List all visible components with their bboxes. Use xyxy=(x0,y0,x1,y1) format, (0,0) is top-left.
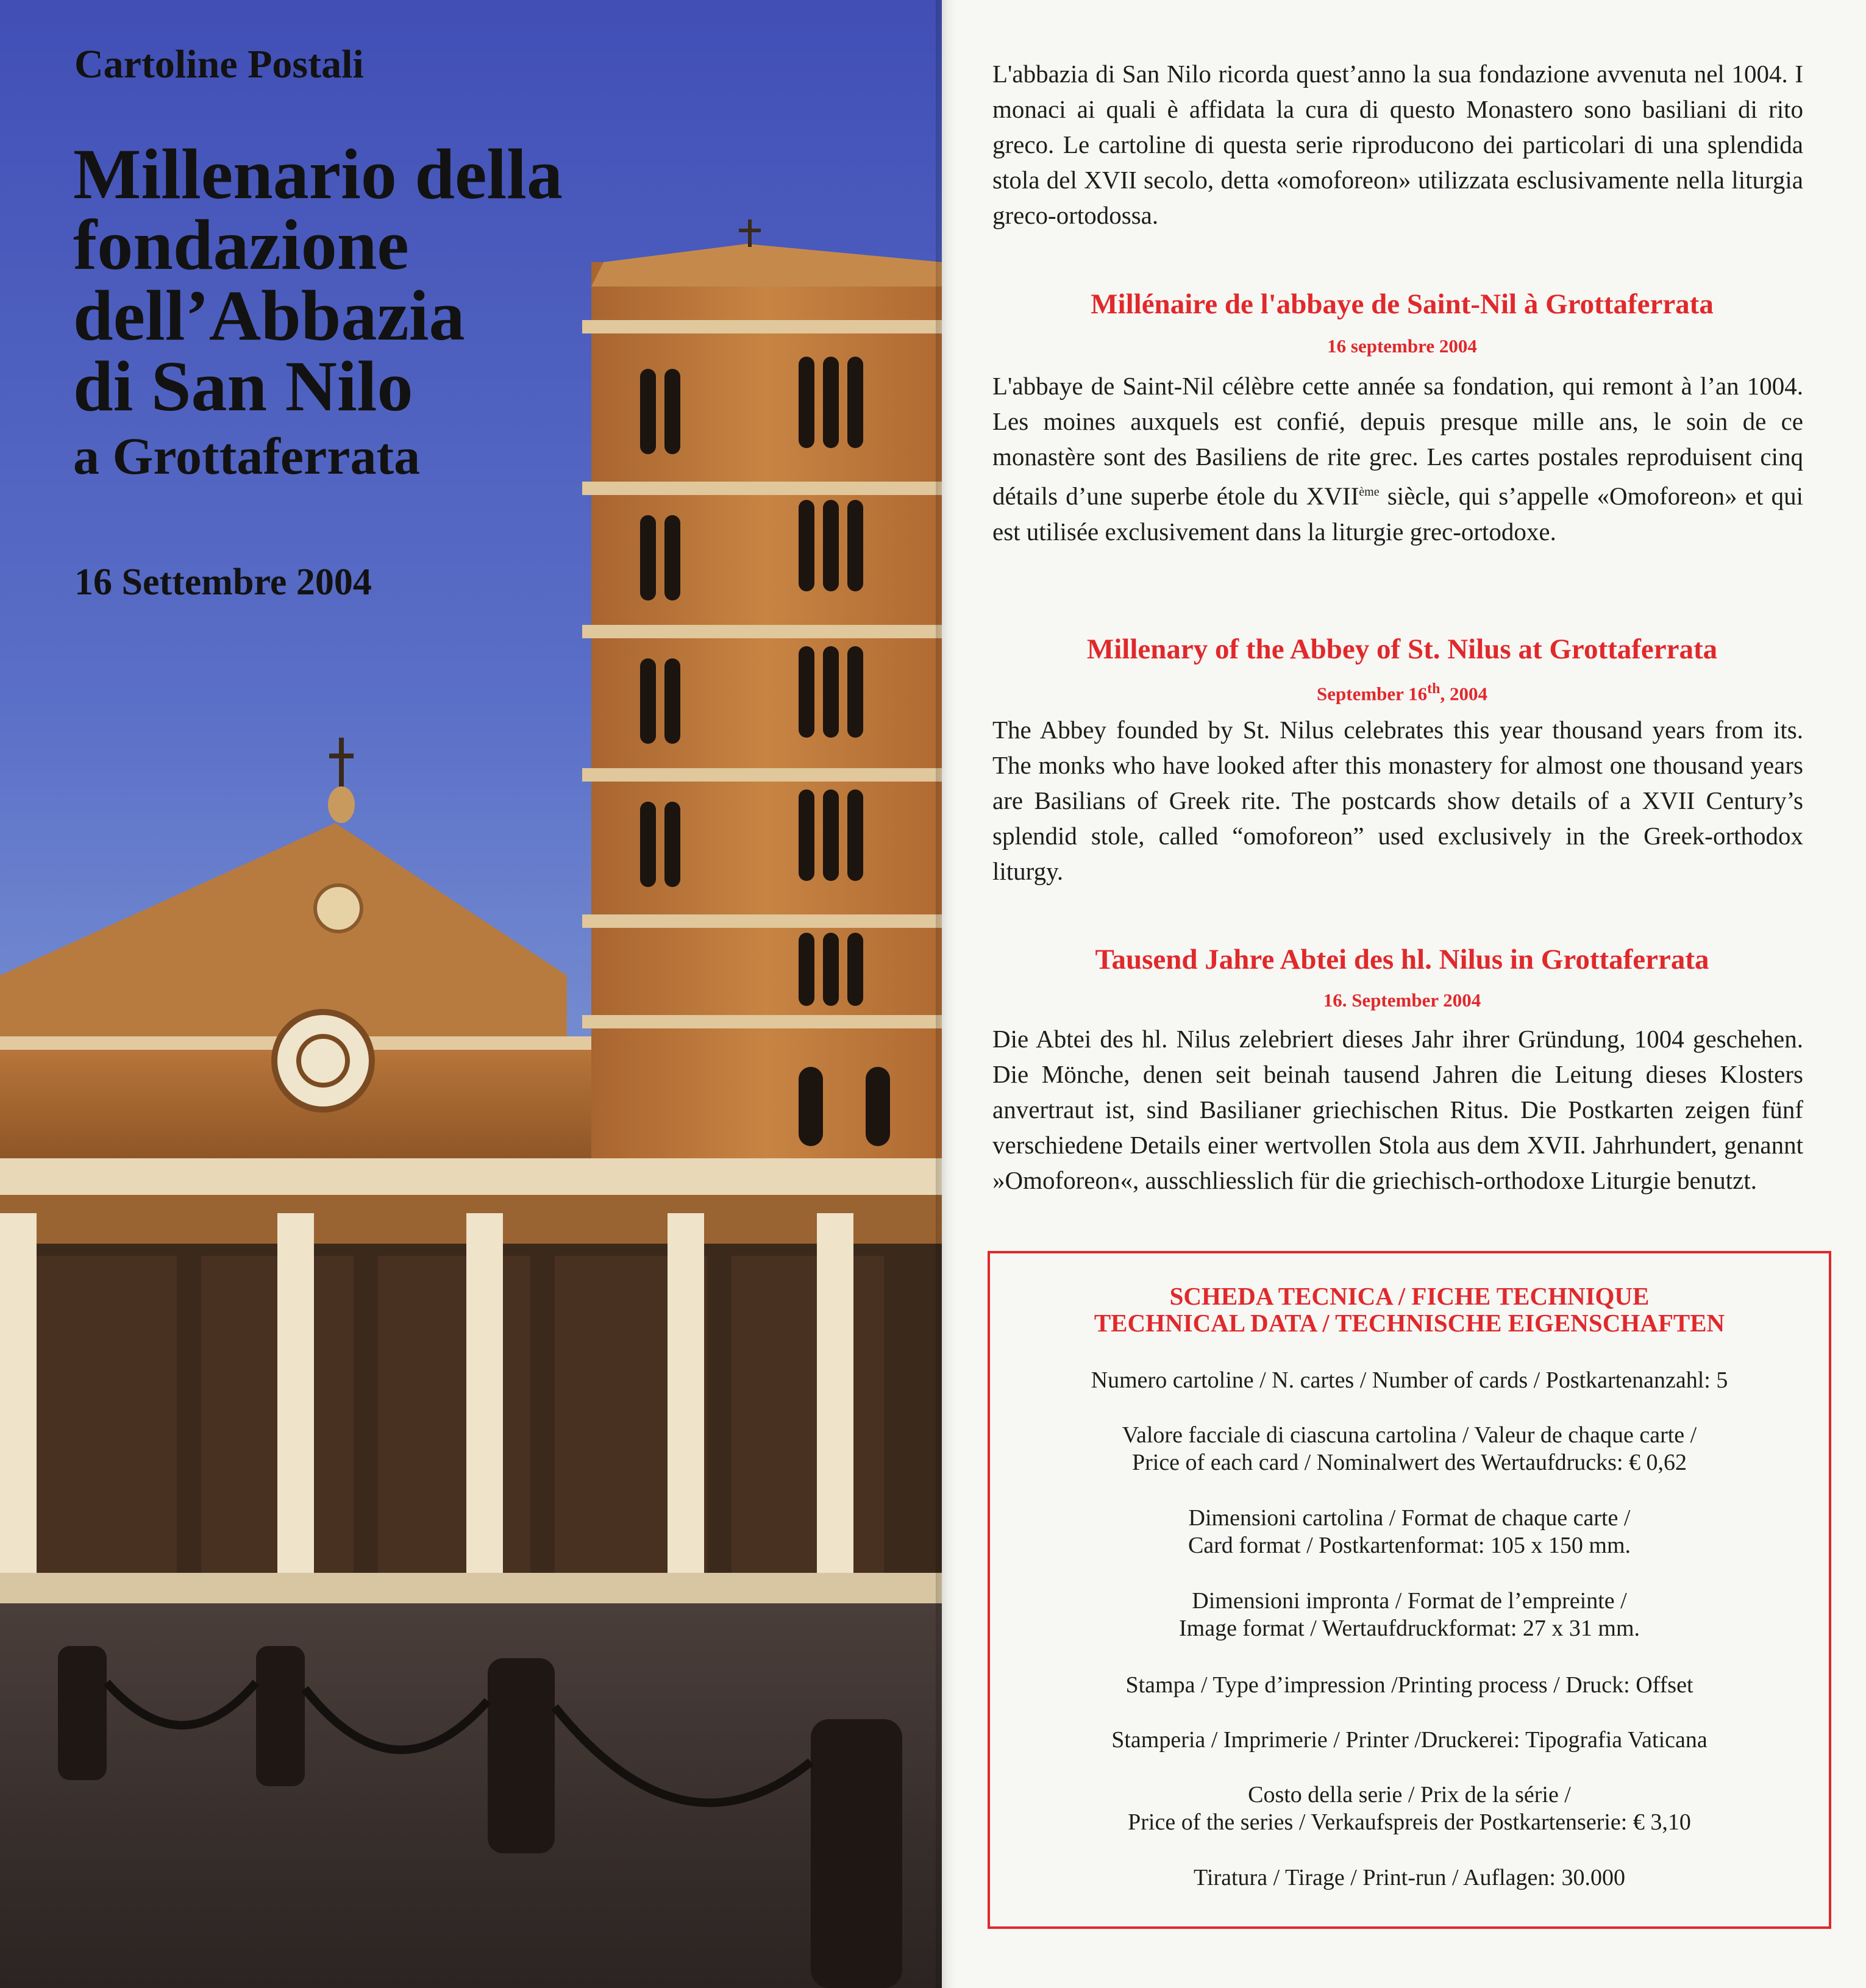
image-format: Image format / Wertaufdruckformat: 27 x 31 mm. xyxy=(1178,1616,1640,1641)
english-date-suffix: th xyxy=(1427,681,1440,697)
series-price: Costo della serie / Prix de la série / xyxy=(1248,1782,1571,1808)
cover-date: 16 Settembre 2004 xyxy=(74,561,372,603)
printing-process: Stampa / Type d’impression /Printing process / Druck: Offset xyxy=(1125,1672,1693,1698)
english-date xyxy=(975,681,1829,705)
english-heading: Millenary of the Abbey of St. Nilus at Grottaferrata xyxy=(1086,633,1718,665)
page-fold xyxy=(936,0,956,1988)
english-paragraph: The Abbey founded by St. Nilus celebrates this year thousand years from its. The monks who have looked after this monastery for almost one thousand years are Basilians of Greek rite. The postcards show details of a XVII Century’s splendid stole, called “omoforeon” used exclusively in the Greek-orthodox liturgy. xyxy=(992,716,1803,885)
printer: Stamperia / Imprimerie / Printer /Druckerei: Tipografia Vaticana xyxy=(1111,1727,1708,1753)
french-text: siècle, qui s’appelle «Omoforeon» et qui est utilisée exclusivement dans la liturgie grec-ortodoxe. xyxy=(992,482,1803,546)
german-paragraph: Die Abtei des hl. Nilus zelebriert dieses Jahr ihrer Gründung, 1004 geschehen. Die Mönche, denen seit beinah tausend Jahren die Leitung dieses Klosters anvertraut ist, sind Basilianer griechischen Ritus. Die Postkarten zeigen fünf verschiedene Details einer wertvollen Stola aus dem XVII. Jahrhundert, genannt »Omoforeon«, ausschliesslich für die griechisch-orthodoxe Liturgie benutzt. xyxy=(992,1025,1803,1194)
piazza-ground xyxy=(0,1603,942,1988)
german-date: 16. September 2004 xyxy=(1323,989,1481,1011)
english-date-text: , 2004 xyxy=(1440,683,1487,705)
cover-title xyxy=(73,134,563,490)
french-text: L'abbaye de Saint-Nil célèbre cette année sa fondation, qui remont à l’an 1004. Les moines auxquels est confié, depuis presque mille ans, le soin de ce monastère sont des Basiliens de rite grec. Les cartes postales reproduisent cinq détails d’une superbe étole du XVII xyxy=(992,372,1803,510)
card-format: Dimensioni cartolina / Format de chaque carte / xyxy=(1188,1505,1631,1531)
technical-data-box xyxy=(988,1251,1831,1929)
cover-title-line: di San Nilo xyxy=(73,346,413,426)
italian-paragraph: L'abbazia di San Nilo ricorda quest’anno la sua fondazione avvenuta nel 1004. I monaci ai quali è affidata la cura di questo Monastero sono basiliani di rito greco. Le cartoline di questa serie riproducono dei particolari di una splendida stola del XVII secolo, detta «omoforeon» utilizzata esclusivamente nella liturgia greco-ortodossa. xyxy=(992,60,1803,229)
series-price: Price of the series / Verkaufspreis der Postkartenserie: € 3,10 xyxy=(1128,1809,1691,1835)
print-run: Tiratura / Tirage / Print-run / Auflagen: 30.000 xyxy=(1194,1865,1625,1890)
series-label: Cartoline Postali xyxy=(74,42,364,87)
french-paragraph xyxy=(992,368,1803,549)
french-heading: Millénaire de l'abbaye de Saint-Nil à Grottaferrata xyxy=(1091,288,1714,320)
face-value: Price of each card / Nominalwert des Wertaufdrucks: € 0,62 xyxy=(1131,1450,1687,1475)
technical-title: TECHNICAL DATA / TECHNISCHE EIGENSCHAFTEN xyxy=(1094,1309,1725,1337)
technical-title: SCHEDA TECNICA / FICHE TECHNIQUE xyxy=(1169,1282,1650,1310)
french-superscript: ème xyxy=(1359,485,1380,499)
image-format: Dimensioni impronta / Format de l’empreinte / xyxy=(1192,1588,1627,1614)
french-date: 16 septembre 2004 xyxy=(1327,335,1477,357)
cover-title-line: a Grottaferrata xyxy=(73,427,421,485)
bell-tower xyxy=(582,219,942,1164)
cover-title-line: fondazione xyxy=(73,205,409,285)
english-date-text: September 16 xyxy=(1317,683,1428,705)
cover-title-line: Millenario della xyxy=(73,134,563,214)
portico xyxy=(0,1158,942,1603)
german-heading: Tausend Jahre Abtei des hl. Nilus in Grottaferrata xyxy=(1095,944,1709,975)
card-format: Card format / Postkartenformat: 105 x 150 mm. xyxy=(1188,1533,1631,1558)
face-value: Valore facciale di ciascuna cartolina / Valeur de chaque carte / xyxy=(1122,1422,1697,1448)
church-facade xyxy=(0,738,591,1164)
number-of-cards: Numero cartoline / N. cartes / Number of cards / Postkartenanzahl: 5 xyxy=(1091,1367,1728,1393)
cover-title-line: dell’Abbazia xyxy=(73,276,465,355)
